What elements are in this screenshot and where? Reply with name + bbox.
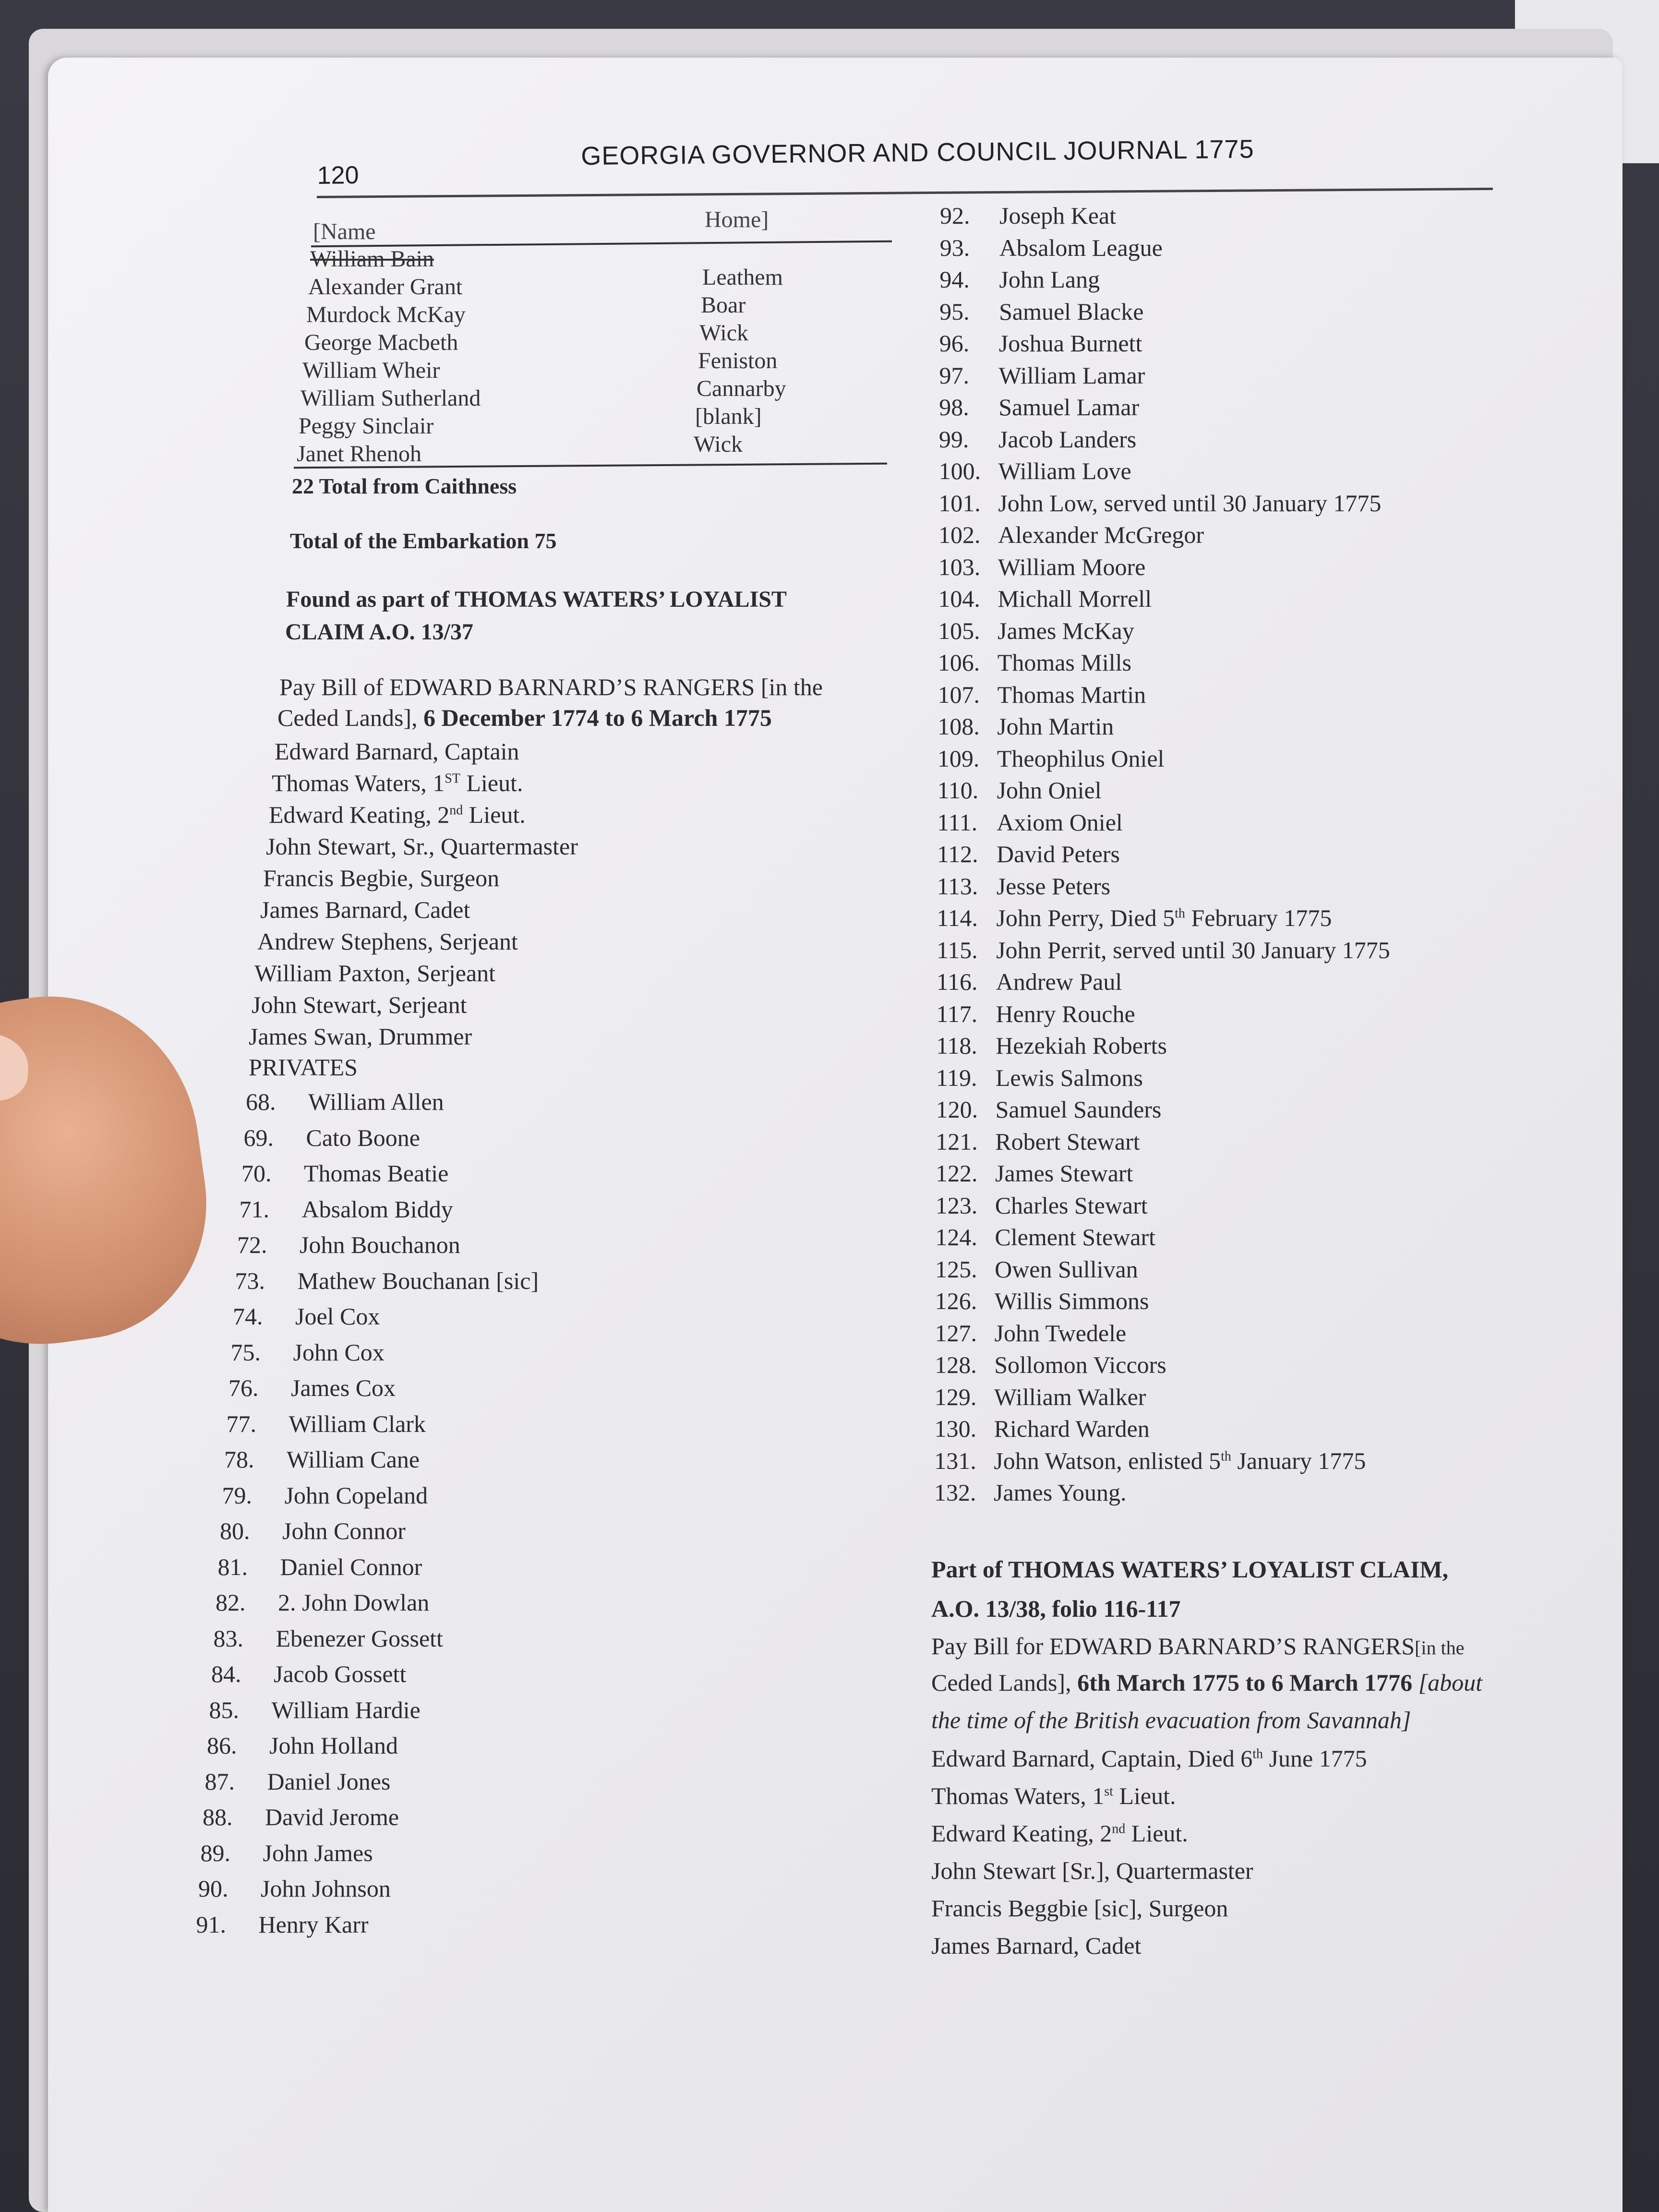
private-number: 126. (935, 1287, 977, 1314)
private-row (937, 838, 1120, 870)
table-name-cell: William Sutherland (301, 385, 481, 411)
officer-line (266, 830, 578, 862)
private-row (936, 1062, 1143, 1094)
private-number: 119. (936, 1064, 977, 1091)
private-row (937, 806, 1122, 838)
private-row (939, 423, 1136, 455)
private-number: 117. (936, 1000, 978, 1027)
private-number: 81. (217, 1553, 248, 1580)
private-row (936, 1094, 1162, 1125)
paybill2-line1-tail: [in the (1415, 1637, 1465, 1659)
private-number: 121. (936, 1128, 978, 1155)
private-row (218, 1551, 422, 1583)
private-name: John James (263, 1839, 373, 1866)
private-name: Jesse Peters (996, 872, 1111, 900)
private-name: Axiom Oniel (997, 808, 1123, 836)
private-row (935, 1253, 1138, 1285)
private-row (939, 455, 1131, 487)
table-home-cell: Feniston (698, 348, 778, 373)
private-name: Absalom Biddy (301, 1195, 453, 1223)
private-name: Charles Stewart (995, 1191, 1148, 1219)
private-number: 116. (936, 968, 978, 995)
private-number: 127. (935, 1319, 977, 1346)
private-name: Robert Stewart (995, 1128, 1140, 1155)
private-row (936, 1190, 1148, 1221)
private-number: 131. (934, 1447, 976, 1474)
officer-line (931, 1930, 1141, 1961)
private-number: 130. (934, 1415, 977, 1442)
private-name: Absalom League (999, 234, 1163, 261)
table-name-cell: George Macbeth (304, 330, 458, 355)
private-row (211, 1658, 406, 1690)
private-name: John Cox (293, 1338, 385, 1366)
private-number: 92. (940, 202, 970, 229)
table-name-cell: Janet Rhenoh (297, 441, 421, 467)
private-name: Owen Sullivan (995, 1255, 1138, 1283)
private-name: Daniel Jones (267, 1767, 391, 1795)
paybill2-line3: the time of the British evacuation from Savannah] (931, 1707, 1411, 1733)
paybill-line1: Pay Bill of EDWARD BARNARD’S RANGERS [in the (279, 673, 823, 700)
privates-label: PRIVATES (249, 1054, 358, 1081)
private-row (938, 487, 1381, 519)
private-name-tail: January 1775 (1231, 1447, 1366, 1474)
private-name: Thomas Martin (997, 681, 1146, 708)
private-number: 111. (937, 808, 978, 836)
private-number: 72. (237, 1231, 267, 1258)
private-name: Sollomon Viccors (994, 1351, 1166, 1378)
private-name: Joshua Burnett (998, 330, 1142, 357)
officer-text: Francis Beggbie [sic], Surgeon (931, 1895, 1228, 1922)
private-row (938, 679, 1146, 710)
private-number: 123. (935, 1191, 978, 1219)
officer-text: Francis Begbie, Surgeon (263, 865, 500, 891)
private-number: 88. (203, 1803, 233, 1830)
officer-ordinal: nd (1112, 1821, 1126, 1837)
private-row (939, 327, 1142, 359)
private-number: 89. (200, 1839, 230, 1866)
officer-line (263, 862, 499, 894)
private-name: Daniel Connor (280, 1553, 422, 1580)
private-number: 96. (939, 330, 970, 357)
part-heading-line1: Part of THOMAS WATERS’ LOYALIST CLAIM, (931, 1556, 1449, 1583)
private-row (935, 1285, 1149, 1317)
officer-ordinal: st (1104, 1784, 1113, 1799)
officer-line (254, 957, 495, 989)
private-row (214, 1623, 443, 1654)
private-name: Alexander McGregor (998, 521, 1204, 548)
private-row (203, 1801, 399, 1833)
private-name: James McKay (998, 617, 1134, 644)
private-name: 2. John Dowlan (278, 1589, 430, 1616)
private-row (939, 264, 1100, 295)
found-heading-line1: Found as part of THOMAS WATERS’ LOYALIST (286, 587, 787, 612)
private-number: 80. (220, 1517, 250, 1544)
private-row (228, 1372, 396, 1404)
private-row (216, 1587, 429, 1618)
private-number: 105. (938, 617, 980, 644)
private-row (938, 774, 1102, 806)
table-home-cell: Wick (694, 432, 743, 457)
private-number: 84. (211, 1660, 241, 1687)
private-name: John Perry, Died 5 (996, 904, 1175, 931)
private-number: 103. (938, 553, 981, 580)
private-row (937, 902, 1332, 934)
private-row (940, 232, 1163, 264)
private-number: 118. (936, 1032, 977, 1059)
private-number: 114. (937, 904, 978, 931)
officer-rank: June 1775 (1263, 1745, 1367, 1772)
private-number: 97. (939, 361, 969, 389)
private-row (240, 1193, 453, 1225)
private-name: Samuel Blacke (999, 298, 1144, 325)
private-number: 68. (246, 1088, 276, 1115)
private-row (936, 1157, 1133, 1189)
private-number: 112. (937, 841, 978, 867)
private-name: Joel Cox (295, 1303, 380, 1330)
officer-line (931, 1780, 1176, 1812)
private-name: James Stewart (995, 1160, 1133, 1187)
private-row (937, 870, 1110, 902)
officer-rank: Lieut. (460, 769, 523, 796)
table-name-cell: Peggy Sinclair (299, 413, 434, 439)
total-embarkation: Total of the Embarkation 75 (290, 529, 557, 553)
private-name: Cato Boone (306, 1124, 420, 1151)
table-name-cell: Alexander Grant (308, 274, 463, 300)
officer-line (931, 1817, 1188, 1849)
paybill-line2 (277, 702, 772, 733)
private-row (222, 1479, 428, 1511)
private-number: 71. (239, 1195, 269, 1223)
private-number: 128. (935, 1351, 977, 1378)
private-name: Thomas Mills (997, 649, 1131, 676)
private-name: Lewis Salmons (995, 1064, 1143, 1091)
private-name: John Watson, enlisted 5 (994, 1447, 1221, 1474)
private-name: John Bouchanon (300, 1231, 460, 1258)
officer-text: Edward Keating, 2 (931, 1820, 1112, 1847)
private-name: Richard Warden (994, 1415, 1150, 1442)
officer-rank: Lieut. (1113, 1782, 1176, 1809)
private-row (196, 1909, 369, 1940)
private-row (231, 1336, 385, 1368)
private-row (935, 1221, 1155, 1253)
paybill2-line1-text: Pay Bill for EDWARD BARNARD’S RANGERS (931, 1633, 1415, 1659)
private-name: John Copeland (284, 1481, 428, 1509)
private-number: 115. (937, 936, 978, 963)
private-number: 82. (216, 1589, 246, 1616)
private-name: William Moore (998, 553, 1146, 580)
private-number: 79. (222, 1481, 252, 1509)
private-number: 101. (938, 489, 981, 517)
officer-line (252, 989, 467, 1021)
private-row (198, 1873, 391, 1904)
private-row (937, 966, 1122, 998)
private-name: David Jerome (265, 1803, 399, 1830)
private-name: James Young. (994, 1479, 1127, 1506)
private-number: 109. (937, 745, 980, 772)
private-name-tail: February 1775 (1185, 904, 1332, 931)
private-row (205, 1766, 391, 1797)
paybill2-dates: 6th March 1775 to 6 March 1776 (1077, 1669, 1413, 1696)
col-home-header: Home] (705, 207, 769, 232)
paybill2-line2-text: Ceded Lands], (931, 1669, 1071, 1696)
private-name: Theophilus Oniel (997, 745, 1165, 772)
private-number: 108. (938, 713, 980, 740)
part-heading-line2: A.O. 13/38, folio 116-117 (931, 1595, 1181, 1622)
private-number: 73. (235, 1267, 265, 1294)
private-row (938, 615, 1134, 647)
col-name-header: [Name (313, 219, 376, 244)
private-row (938, 647, 1131, 678)
private-row (935, 1381, 1146, 1413)
private-number: 125. (935, 1255, 977, 1283)
officer-line (272, 767, 523, 799)
table-name-cell: Murdock McKay (306, 302, 466, 327)
private-number: 104. (938, 585, 980, 612)
paybill-dates: 6 December 1774 to 6 March 1775 (423, 704, 772, 731)
officer-line (931, 1892, 1228, 1924)
private-row (237, 1229, 460, 1261)
table-home-cell: Leathem (702, 264, 783, 290)
page-number: 120 (317, 161, 359, 190)
private-row (938, 551, 1146, 583)
found-heading-line2: CLAIM A.O. 13/37 (285, 619, 474, 645)
private-name: William Cane (287, 1446, 420, 1473)
private-row (938, 519, 1204, 551)
private-row (233, 1300, 380, 1332)
private-row (220, 1515, 406, 1547)
table-name-cell: William Wheir (302, 358, 440, 383)
running-title: GEORGIA GOVERNOR AND COUNCIL JOURNAL 1775 (580, 134, 1254, 171)
private-number: 107. (938, 681, 980, 708)
private-name: David Peters (997, 841, 1120, 867)
private-number: 87. (204, 1767, 235, 1795)
private-name: John Twedele (994, 1319, 1127, 1346)
private-row (201, 1837, 373, 1869)
page-header (317, 134, 1277, 192)
private-name: Mathew Bouchanan [sic] (297, 1267, 539, 1294)
private-name: John Holland (269, 1732, 398, 1759)
private-name: John Martin (997, 713, 1114, 740)
private-number: 69. (243, 1124, 274, 1151)
private-number: 94. (939, 266, 970, 293)
officer-text: James Barnard, Cadet (931, 1932, 1142, 1959)
private-number: 102. (938, 521, 981, 548)
private-number: 132. (934, 1479, 976, 1506)
table-home-cell: Cannarby (697, 376, 786, 401)
private-name: Clement Stewart (995, 1224, 1156, 1250)
private-row (934, 1445, 1366, 1477)
paybill2-line1 (931, 1630, 1464, 1664)
private-number: 106. (938, 649, 980, 676)
table-home-cell: [blank] (695, 404, 762, 429)
private-name: William Walker (994, 1383, 1146, 1410)
private-name: John Lang (999, 266, 1100, 293)
private-number: 83. (213, 1624, 243, 1652)
private-number: 120. (936, 1096, 978, 1123)
private-number: 129. (934, 1383, 977, 1410)
private-number: 99. (938, 425, 969, 453)
officer-line (257, 926, 518, 957)
thumbnail (0, 1032, 29, 1102)
private-row (938, 583, 1152, 614)
private-row (209, 1694, 421, 1726)
private-name: Michall Morrell (998, 585, 1152, 612)
private-row (939, 360, 1145, 391)
private-row (940, 200, 1116, 231)
officer-ordinal: th (1252, 1746, 1263, 1762)
officer-text: Andrew Stephens, Serjeant (257, 928, 518, 955)
private-number: 98. (939, 394, 969, 421)
private-row (936, 1126, 1140, 1157)
private-number: 86. (207, 1732, 237, 1759)
private-name: William Hardie (271, 1696, 421, 1723)
private-number: 110. (937, 777, 979, 804)
officer-text: Edward Barnard, Captain (275, 738, 519, 765)
table-home-cell: Wick (699, 320, 749, 346)
private-row (937, 934, 1390, 966)
officer-line (269, 799, 526, 830)
private-number: 113. (937, 872, 978, 900)
private-row (938, 743, 1165, 774)
officer-text: Thomas Waters, 1 (272, 769, 445, 796)
private-number: 75. (230, 1338, 261, 1366)
private-row (938, 710, 1114, 742)
private-name: Jacob Gossett (274, 1660, 407, 1687)
private-number: 78. (224, 1446, 254, 1473)
paybill2-about: [about (1418, 1669, 1483, 1696)
private-name: William Lamar (998, 361, 1145, 389)
private-name: James Cox (291, 1374, 396, 1401)
private-name: John Low, served until 30 January 1775 (998, 489, 1382, 517)
private-row (934, 1477, 1126, 1508)
private-row (939, 391, 1139, 423)
private-number: 77. (226, 1410, 256, 1437)
officer-ordinal: ST (445, 771, 460, 786)
officer-ordinal: nd (449, 803, 463, 818)
officer-line (249, 1021, 472, 1052)
officer-text: Edward Keating, 2 (269, 801, 450, 828)
private-number: 124. (935, 1224, 977, 1250)
private-name: Andrew Paul (996, 968, 1122, 995)
private-ordinal: th (1175, 906, 1185, 921)
table-home-cell: Boar (701, 292, 746, 318)
officer-rank: Lieut. (463, 801, 526, 828)
officer-line (931, 1855, 1253, 1887)
private-number: 70. (241, 1160, 272, 1187)
officer-text: James Barnard, Cadet (260, 896, 470, 923)
private-name: Henry Rouche (996, 1000, 1135, 1027)
private-row (935, 1349, 1166, 1381)
private-number: 85. (209, 1696, 239, 1723)
private-row (936, 1030, 1167, 1061)
private-name: Joseph Keat (999, 202, 1116, 229)
officer-text: Thomas Waters, 1 (931, 1782, 1105, 1809)
private-row (207, 1730, 398, 1761)
officer-text: John Stewart, Sr., Quartermaster (266, 833, 578, 860)
private-row (939, 296, 1143, 327)
private-number: 93. (939, 234, 970, 261)
private-row (246, 1086, 444, 1118)
private-row (235, 1265, 539, 1297)
private-row (935, 1413, 1150, 1444)
private-name: Henry Karr (258, 1911, 369, 1938)
officer-text: John Stewart [Sr.], Quartermaster (931, 1857, 1253, 1884)
private-name: Ebenezer Gossett (276, 1624, 443, 1652)
private-name: John Perrit, served until 30 January 1775 (996, 936, 1390, 963)
private-name: Jacob Landers (998, 425, 1137, 453)
private-number: 74. (233, 1303, 263, 1330)
private-name: Thomas Beatie (304, 1160, 449, 1187)
private-number: 95. (939, 298, 970, 325)
private-row (935, 1317, 1127, 1349)
private-number: 100. (938, 457, 981, 484)
private-name: William Clark (289, 1410, 426, 1437)
private-name: Samuel Lamar (998, 394, 1140, 421)
private-name: Hezekiah Roberts (996, 1032, 1167, 1059)
officer-line (260, 894, 470, 926)
officer-text: John Stewart, Serjeant (252, 991, 467, 1018)
officer-rank: Lieut. (1125, 1820, 1188, 1847)
private-name: William Allen (308, 1088, 444, 1115)
total-caithness: 22 Total from Caithness (292, 474, 517, 498)
officer-text: William Paxton, Serjeant (254, 960, 496, 986)
officer-text: Edward Barnard, Captain, Died 6 (931, 1745, 1253, 1772)
private-name: William Love (998, 457, 1131, 484)
private-name: Willis Simmons (994, 1287, 1149, 1314)
private-name: Samuel Saunders (995, 1096, 1162, 1123)
private-row (227, 1408, 426, 1440)
private-row (241, 1157, 448, 1189)
private-row (244, 1122, 420, 1154)
private-name: John Connor (282, 1517, 406, 1544)
private-ordinal: th (1221, 1448, 1231, 1464)
private-number: 122. (936, 1160, 978, 1187)
private-name: John Oniel (997, 777, 1102, 804)
officer-text: James Swan, Drummer (249, 1023, 472, 1050)
private-name: John Johnson (261, 1875, 391, 1902)
paybill2-line2 (931, 1667, 1482, 1698)
private-row (224, 1443, 420, 1475)
officer-line (275, 735, 519, 767)
private-number: 91. (196, 1911, 226, 1938)
private-number: 76. (228, 1374, 259, 1401)
table-name-cell: William Bain (310, 246, 434, 272)
paybill-line2-text: Ceded Lands], (277, 704, 418, 731)
private-row (937, 998, 1135, 1030)
officer-line (931, 1743, 1367, 1774)
private-number: 90. (198, 1875, 228, 1902)
